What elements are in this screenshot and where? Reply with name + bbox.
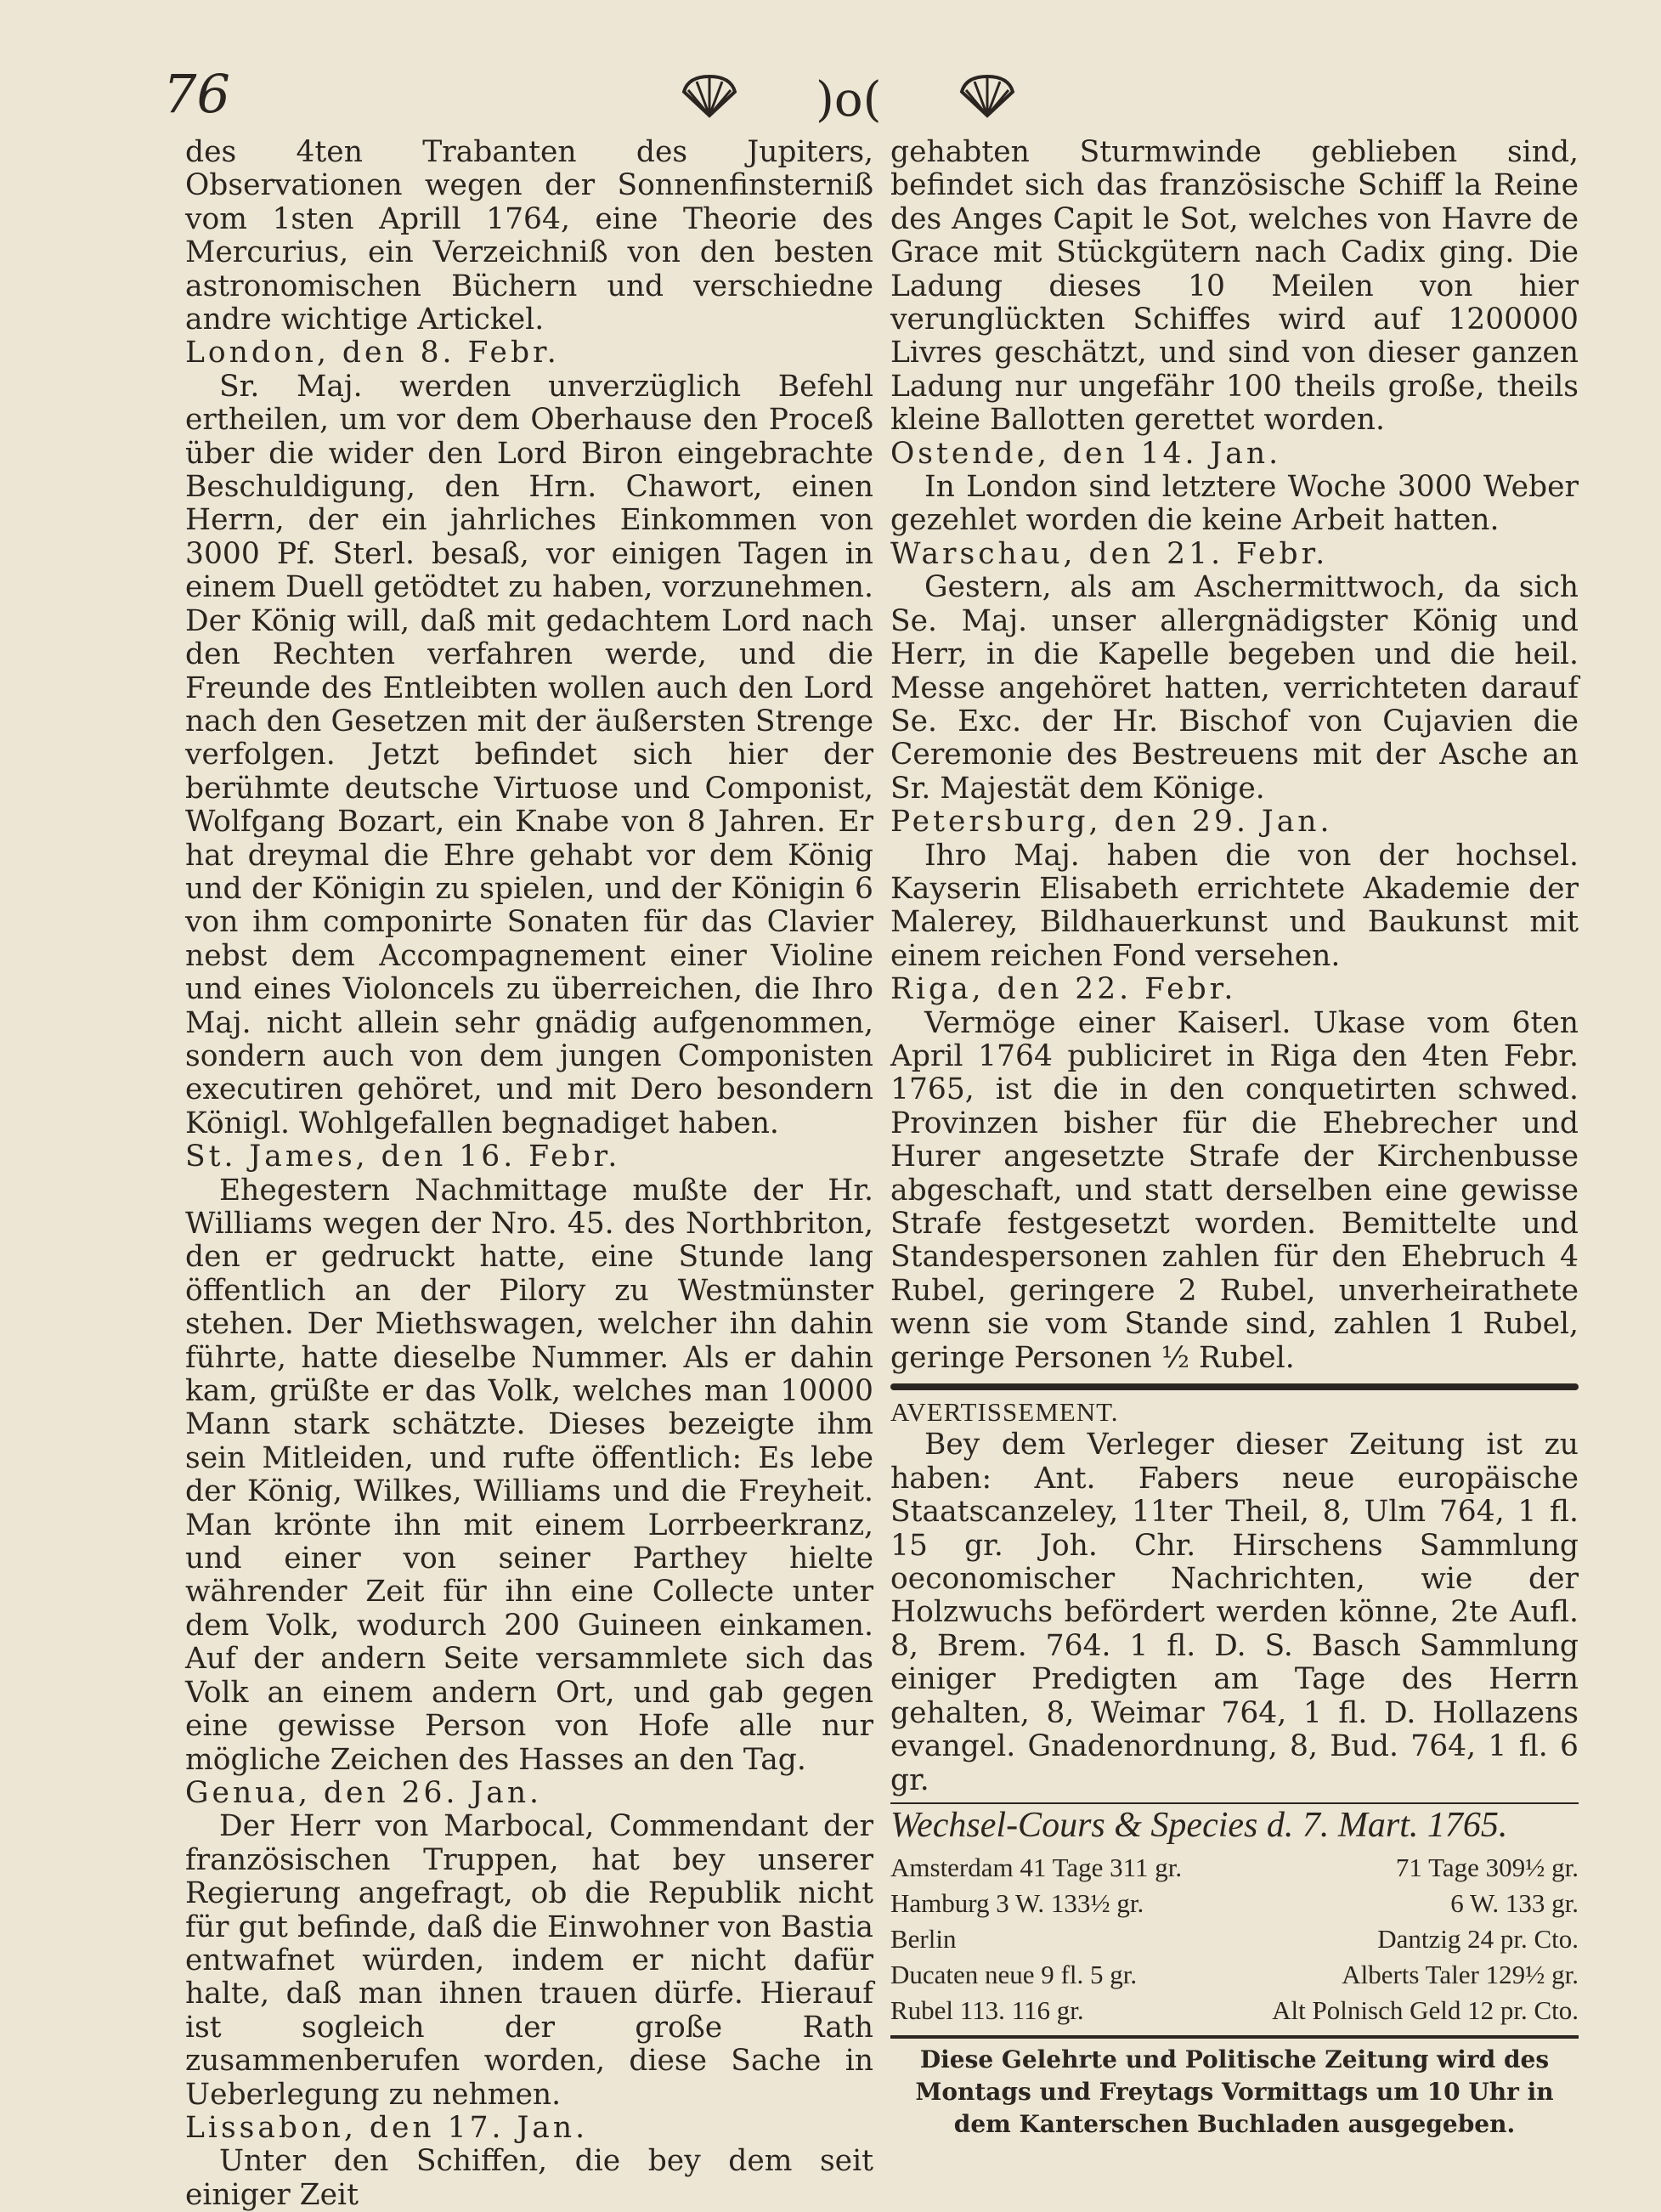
avertissement-text: Bey dem Verleger dieser Zeitung ist zu haben: Ant. Fabers neue europäische Staatscanzeley, 11ter Theil, 8, Ulm 764, 1 fl. 15 gr. Joh. Chr. Hirschens Sammlung oeconomischer Nachrichten, wie der Holzwuchs befördert werden könne, 2te Aufl. 8, Brem. 764. 1 fl. D. S. Basch Sammlung einiger Predigten am Tage des Herrn gehalten, 8, Weimar 764, 1 fl. D. Hollazens evangel. Gnadenordnung, 8, Bud. 764, 1 fl. 6 gr. <box>890 1428 1579 1797</box>
exchange-row <box>890 1850 1579 1886</box>
dateline-st-james: St. James, den 16. Febr. <box>185 1140 621 1174</box>
exchange-row <box>890 1886 1579 1921</box>
article-text: Der Herr von Marbocal, Commendant der französischen Truppen, hat bey unserer Regierung angefragt, ob die Republik nicht für gut befinde, daß die Einwohner von Bastia entwafnet würden, indem er nicht dafür halte, daß man ihnen trauen dürfe. Hierauf ist sogleich der große Rath zusammenberufen worden, diese Sache in Ueberlegung zu nehmen. <box>185 1809 873 2112</box>
page-number: 76 <box>163 63 230 125</box>
exchange-cell: 6 W. 133 gr. <box>1450 1887 1579 1918</box>
article-text: des 4ten Trabanten des Jupiters, Observationen wegen der Sonnenfinsterniß vom 1sten Aprill 1764, eine Theorie des Mercurius, ein Verzeichniß von den besten astronomischen Büchern und verschiedne andre wichtige Artickel. <box>185 135 873 337</box>
shell-ornament-left-icon <box>680 73 739 127</box>
article-text: Ihro Maj. haben die von der hochsel. Kayserin Elisabeth errichtete Akademie der Malerey, Bildhauerkunst und Baukunst mit einem reichen Fond versehen. <box>890 838 1579 973</box>
exchange-cell: Alt Polnisch Geld 12 pr. Cto. <box>1272 1994 1579 2025</box>
article-text: Gestern, als am Aschermittwoch, da sich Se. Maj. unser allergnädigster König und Herr, in die Kapelle begeben und die heil. Messe angehöret hatten, verrichteten darauf Se. Exc. der Hr. Bischof von Cujavien die Ceremonie des Bestreuens mit der Asche an Sr. Majestät dem Könige. <box>890 570 1579 806</box>
publication-notice: Diese Gelehrte und Politische Zeitung wird des Montags und Freytags Vormittags um 10 Uhr in dem Kanterschen Buchladen ausgegeben. <box>890 2035 1579 2141</box>
shell-ornament-right-icon <box>958 73 1017 127</box>
exchange-table <box>890 1850 1579 2028</box>
dateline-ostende: Ostende, den 14. Jan. <box>890 436 1282 471</box>
avertissement-heading: AVERTISSEMENT. <box>890 1397 1119 1428</box>
article-text: Vermöge einer Kaiserl. Ukase vom 6ten April 1764 publiciret in Riga den 4ten Febr. 1765, ist die in den conquetirten schwed. Provinzen bisher für die Ehebrecher und Hurer angesetzte Strafe der Kirchenbusse abgeschaft, und statt derselben eine gewisse Strafe festgesetzt worden. Bemittelte und Standespersonen zahlen für den Ehebruch 4 Rubel, geringere 2 Rubel, unverheirathete wenn sie vom Stande sind, zahlen 1 Rubel, geringe Personen ½ Rubel. <box>890 1005 1579 1375</box>
exchange-cell: Rubel 113. 116 gr. <box>890 1994 1084 2025</box>
exchange-cell: Alberts Taler 129½ gr. <box>1342 1959 1579 1989</box>
right-column <box>890 136 1579 2141</box>
exchange-cell: Berlin <box>890 1923 957 1954</box>
exchange-cell: Dantzig 24 pr. Cto. <box>1377 1923 1579 1954</box>
exchange-cell: Ducaten neue 9 fl. 5 gr. <box>890 1959 1138 1989</box>
exchange-cell: 71 Tage 309½ gr. <box>1395 1852 1579 1882</box>
exchange-cell: Amsterdam 41 Tage 311 gr. <box>890 1852 1183 1882</box>
dateline-petersburg: Petersburg, den 29. Jan. <box>890 805 1333 840</box>
article-text: Ehegestern Nachmittage mußte der Hr. Williams wegen der Nro. 45. des Northbriton, den er gedruckt hatte, eine Stunde lang öffentlich an der Pilory zu Westmünster stehen. Der Miethswagen, welcher ihn dahin führte, hatte dieselbe Nummer. Als er dahin kam, grüßte er das Volk, welches man 10000 Mann stark schätzte. Dieses bezeigte ihm sein Mitleiden, und rufte öffentlich: Es lebe der König, Wilkes, Williams und die Freyheit. Man krönte ihn mit einem Lorrbeerkranz, und einer von seiner Parthey hielte währender Zeit für ihn eine Collecte unter dem Volk, wodurch 200 Guineen einkamen. Auf der andern Seite versammlete sich das Volk an einem andern Ort, und gab gegen eine gewisse Person von Hofe alle nur mögliche Zeichen des Hasses an den Tag. <box>185 1173 873 1777</box>
dateline-london: London, den 8. Febr. <box>185 336 560 371</box>
exchange-cell: Hamburg 3 W. 133½ gr. <box>890 1887 1144 1918</box>
center-ornament: )o( <box>816 72 882 127</box>
article-text: gehabten Sturmwinde geblieben sind, befindet sich das französische Schiff la Reine des Anges Capit le Sot, welches von Havre de Grace mit Stückgütern nach Cadix ging. Die Ladung dieses 10 Meilen von hier verunglückten Schiffes wird auf 1200000 Livres geschätzt, und sind von dieser ganzen Ladung nur ungefähr 100 theils große, theils kleine Ballotten gerettet worden. <box>890 135 1579 438</box>
dateline-lissabon: Lissabon, den 17. Jan. <box>185 2110 589 2145</box>
exchange-row <box>890 1993 1579 2028</box>
exchange-title: Wechsel-Cours & Species d. 7. Mart. 1765. <box>890 1802 1579 1847</box>
article-text: In London sind letztere Woche 3000 Weber gezehlet worden die keine Arbeit hatten. <box>890 470 1579 538</box>
section-divider <box>890 1383 1579 1390</box>
dateline-genua: Genua, den 26. Jan. <box>185 1775 543 1810</box>
article-text: Unter den Schiffen, die bey dem seit einiger Zeit <box>185 2144 873 2212</box>
header-ornament <box>680 73 1017 127</box>
dateline-warschau: Warschau, den 21. Febr. <box>890 536 1329 571</box>
left-column <box>185 136 873 2212</box>
exchange-row <box>890 1957 1579 1993</box>
article-text: Sr. Maj. werden unverzüglich Befehl ertheilen, um vor dem Oberhause den Proceß über die wider den Lord Biron eingebrachte Beschuldigung, den Hrn. Chawort, einen Herrn, der ein jahrliches Einkommen von 3000 Pf. Sterl. besaß, vor einigen Tagen in einem Duell getödtet zu haben, vorzunehmen. Der König will, daß mit gedachtem Lord nach den Rechten verfahren werde, und die Freunde des Entleibten wollen auch den Lord nach den Gesetzen mit der äußersten Strenge verfolgen. Jetzt befindet sich hier der berühmte deutsche Virtuose und Componist, Wolfgang Bozart, ein Knabe von 8 Jahren. Er hat dreymal die Ehre gehabt vor dem König und der Königin zu spielen, und der Königin 6 von ihm componirte Sonaten für das Clavier nebst dem Accompagnement einer Violine und eines Violoncels zu überreichen, die Ihro Maj. nicht allein sehr gnädig aufgenommen, sondern auch von dem jungen Componisten executiren gehöret, und mit Dero besondern Königl. Wohlgefallen begnadiget haben. <box>185 369 873 1140</box>
dateline-riga: Riga, den 22. Febr. <box>890 972 1237 1007</box>
exchange-row <box>890 1921 1579 1957</box>
